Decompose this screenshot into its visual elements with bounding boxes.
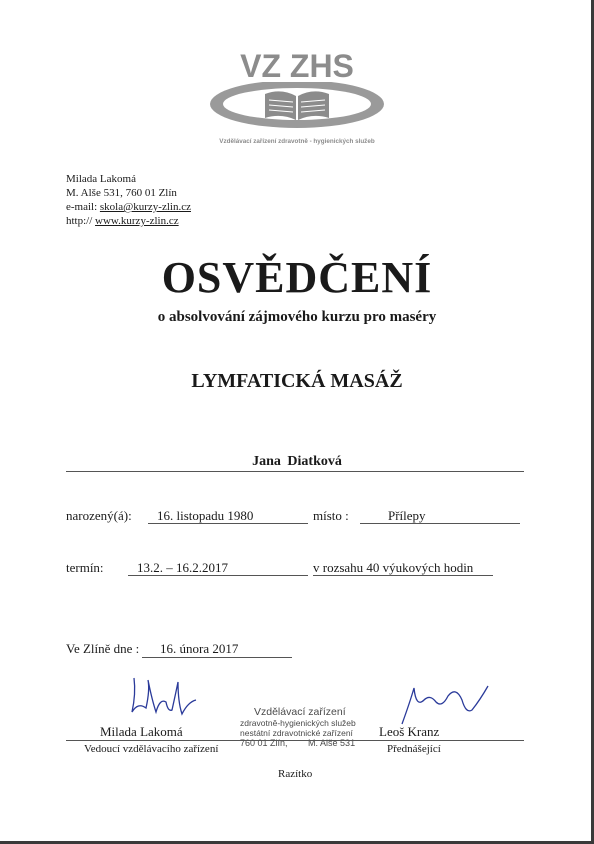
holder-underline xyxy=(66,471,524,472)
place-underline xyxy=(360,523,520,524)
issued-label: Ve Zlíně dne : xyxy=(66,641,140,656)
logo-graphic xyxy=(205,40,395,150)
signature-line xyxy=(66,740,524,741)
stamp-city: 760 01 Zlín, xyxy=(240,738,288,748)
born-value: 16. listopadu 1980 xyxy=(157,508,254,523)
born-label: narozený(á): xyxy=(66,508,132,523)
sender-block xyxy=(66,172,191,228)
born-underline xyxy=(148,523,308,524)
certificate-subtitle: o absolvování zájmového kurzu pro maséry xyxy=(157,309,437,325)
left-signer-name: Milada Lakomá xyxy=(100,724,183,739)
logo-text: VZ ZHS xyxy=(240,48,354,84)
stamp-label: Razítko xyxy=(278,768,313,780)
sender-name: Milada Lakomá xyxy=(66,173,136,185)
email-label: e-mail: xyxy=(66,201,98,213)
stamp-street: M. Alše 531 xyxy=(308,738,356,748)
sender-web-line xyxy=(66,214,191,228)
logo-tagline: Vzdělávací zařízení zdravotně - hygienických služeb xyxy=(219,138,375,145)
place-value: Přílepy xyxy=(388,508,426,523)
place-label: místo : xyxy=(313,508,349,523)
vz-zhs-logo xyxy=(205,40,395,150)
term-label: termín: xyxy=(66,560,104,575)
holder-name: Jana Diatková xyxy=(252,454,342,469)
web-label: http:// xyxy=(66,215,93,227)
sender-email-line xyxy=(66,200,191,214)
stamp-line-3: nestátní zdravotnické zařízení xyxy=(240,728,353,738)
term-value: 13.2. – 16.2.2017 xyxy=(137,560,228,575)
left-signer-role: Vedoucí vzdělávacího zařízení xyxy=(84,743,219,755)
course-name: LYMFATICKÁ MASÁŽ xyxy=(191,370,403,392)
right-signer-role: Přednášející xyxy=(387,743,441,755)
certificate-title: OSVĚDČENÍ xyxy=(161,253,433,302)
term-underline xyxy=(128,575,308,576)
issued-value: 16. února 2017 xyxy=(160,641,239,656)
sender-address: M. Alše 531, 760 01 Zlín xyxy=(66,187,177,199)
hours-text: v rozsahu 40 výukových hodin xyxy=(313,560,474,575)
email-link[interactable]: skola@kurzy-zlin.cz xyxy=(99,201,191,213)
institution-stamp xyxy=(240,706,380,748)
hours-underline xyxy=(313,575,493,576)
issued-underline xyxy=(142,657,292,658)
stamp-line-1: Vzdělávací zařízení xyxy=(254,706,346,718)
stamp-line-2: zdravotně-hygienických služeb xyxy=(240,718,356,728)
right-signer-name: Leoš Kranz xyxy=(379,724,440,739)
signature-left xyxy=(126,672,201,727)
signature-right xyxy=(396,680,492,730)
web-link[interactable]: www.kurzy-zlin.cz xyxy=(95,215,179,227)
